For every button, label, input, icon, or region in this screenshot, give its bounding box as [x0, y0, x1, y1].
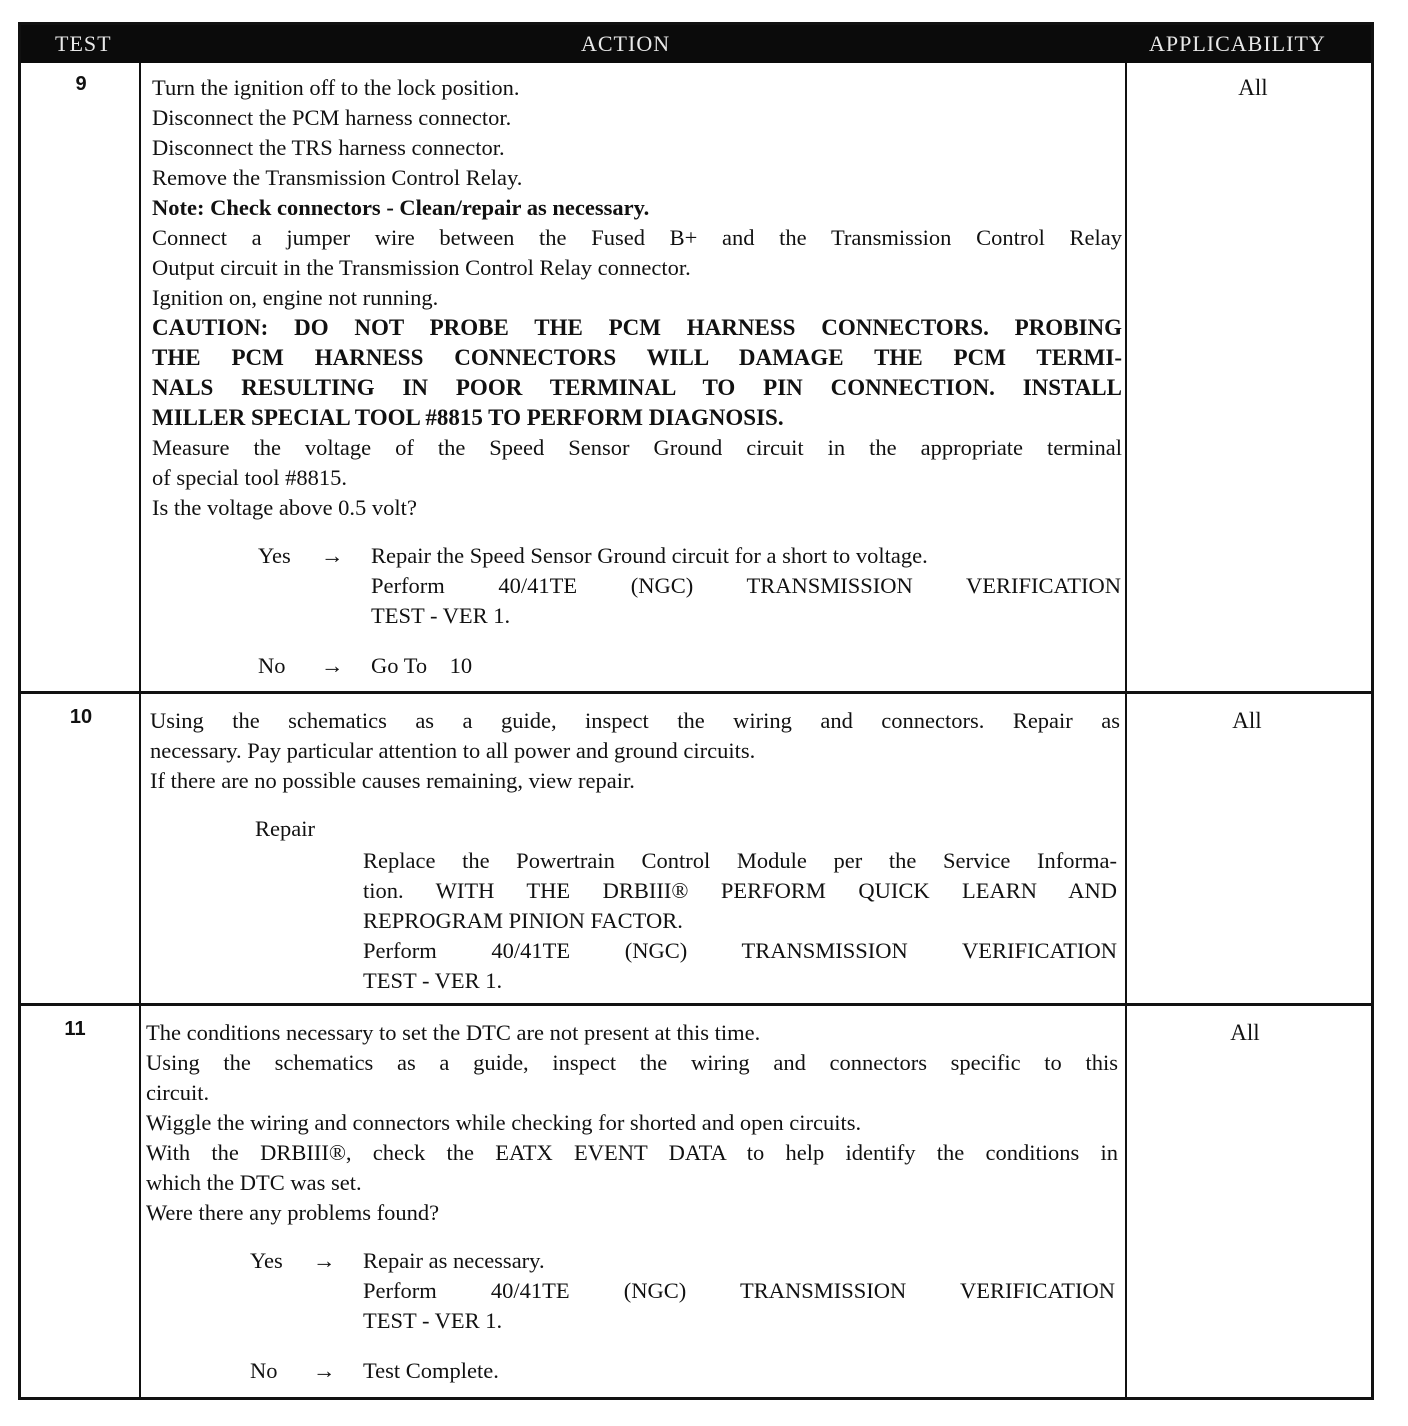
action-text	[146, 1018, 1118, 1228]
action-line: Disconnect the TRS harness connector.	[152, 135, 505, 160]
action-line: Disconnect the PCM harness connector.	[152, 105, 512, 130]
action-line: necessary. Pay particular attention to all power and ground circuits.	[150, 738, 756, 763]
action-line: which the DTC was set.	[146, 1170, 362, 1195]
arrow-icon: →	[313, 1358, 336, 1383]
no-label: No	[250, 1358, 278, 1383]
action-line: Is the voltage above 0.5 volt?	[152, 495, 417, 520]
applicability-value: All	[1238, 75, 1268, 100]
response-line: REPROGRAM PINION FACTOR.	[363, 908, 683, 933]
caution-line: MILLER SPECIAL TOOL #8815 TO PERFORM DIAGNOSIS.	[152, 405, 784, 430]
no-text: Test Complete.	[363, 1358, 499, 1383]
test-number: 9	[75, 73, 87, 95]
action-line: The conditions necessary to set the DTC are not present at this time.	[146, 1020, 761, 1045]
yes-label: Yes	[250, 1248, 283, 1273]
note-line: Note: Check connectors - Clean/repair as necessary.	[152, 195, 650, 220]
arrow-icon: →	[321, 543, 344, 568]
arrow-icon: →	[321, 653, 344, 678]
action-line: Were there any problems found?	[146, 1200, 440, 1225]
no-text: Go To 10	[371, 653, 473, 678]
action-line: of special tool #8815.	[152, 465, 347, 490]
response-line: Perform 40/41TE (NGC) TRANSMISSION VERIFICATION	[363, 1278, 1115, 1303]
action-line: Remove the Transmission Control Relay.	[152, 165, 523, 190]
applicability-value: All	[1230, 1020, 1260, 1045]
test-number: 11	[64, 1018, 86, 1040]
header-applicability: APPLICABILITY	[1149, 31, 1326, 56]
caution-line: THE PCM HARNESS CONNECTORS WILL DAMAGE THE PCM TERMI-	[152, 345, 1122, 370]
action-line: Using the schematics as a guide, inspect the wiring and connectors specific to this	[146, 1050, 1118, 1075]
response-line: Perform 40/41TE (NGC) TRANSMISSION VERIFICATION	[363, 938, 1117, 963]
action-line: circuit.	[146, 1080, 210, 1105]
action-line: Output circuit in the Transmission Control Relay connector.	[152, 255, 691, 280]
action-line: If there are no possible causes remaining, view repair.	[150, 768, 635, 793]
action-line: With the DRBIII®, check the EATX EVENT DATA to help identify the conditions in	[146, 1140, 1118, 1165]
row-divider	[21, 691, 1371, 694]
applicability-value: All	[1232, 708, 1262, 733]
test-number: 10	[69, 706, 93, 728]
header-action: ACTION	[581, 31, 671, 56]
action-text	[150, 706, 1120, 796]
action-line: Ignition on, engine not running.	[152, 285, 439, 310]
caution-line: CAUTION: DO NOT PROBE THE PCM HARNESS CONNECTORS. PROBING	[152, 315, 1122, 340]
response-line: TEST - VER 1.	[363, 1308, 503, 1333]
yes-text	[363, 1246, 1115, 1336]
response-line: TEST - VER 1.	[371, 603, 511, 628]
response-line: Repair as necessary.	[363, 1248, 545, 1273]
header-test: TEST	[55, 31, 112, 56]
response-line: Replace the Powertrain Control Module per the Service Informa-	[363, 848, 1117, 873]
action-line: Turn the ignition off to the lock position.	[152, 75, 520, 100]
action-line: Using the schematics as a guide, inspect the wiring and connectors. Repair as	[150, 708, 1120, 733]
action-text	[152, 73, 1122, 523]
repair-text	[363, 846, 1117, 996]
diagnostic-table	[18, 22, 1374, 1400]
no-label: No	[258, 653, 286, 678]
repair-label: Repair	[255, 816, 315, 841]
row-divider	[21, 1003, 1371, 1006]
action-line: Connect a jumper wire between the Fused B+ and the Transmission Control Relay	[152, 225, 1122, 250]
action-line: Measure the voltage of the Speed Sensor Ground circuit in the appropriate terminal	[152, 435, 1122, 460]
action-line: Wiggle the wiring and connectors while checking for shorted and open circuits.	[146, 1110, 862, 1135]
response-line: Repair the Speed Sensor Ground circuit for a short to voltage.	[371, 543, 928, 568]
yes-text	[371, 541, 1121, 631]
response-line: Perform 40/41TE (NGC) TRANSMISSION VERIFICATION	[371, 573, 1121, 598]
caution-line: NALS RESULTING IN POOR TERMINAL TO PIN CONNECTION. INSTALL	[152, 375, 1122, 400]
response-line: tion. WITH THE DRBIII® PERFORM QUICK LEARN AND	[363, 878, 1117, 903]
arrow-icon: →	[313, 1248, 336, 1273]
column-divider-left	[139, 63, 141, 1397]
table-header	[21, 25, 1371, 63]
yes-label: Yes	[258, 543, 291, 568]
response-line: TEST - VER 1.	[363, 968, 503, 993]
